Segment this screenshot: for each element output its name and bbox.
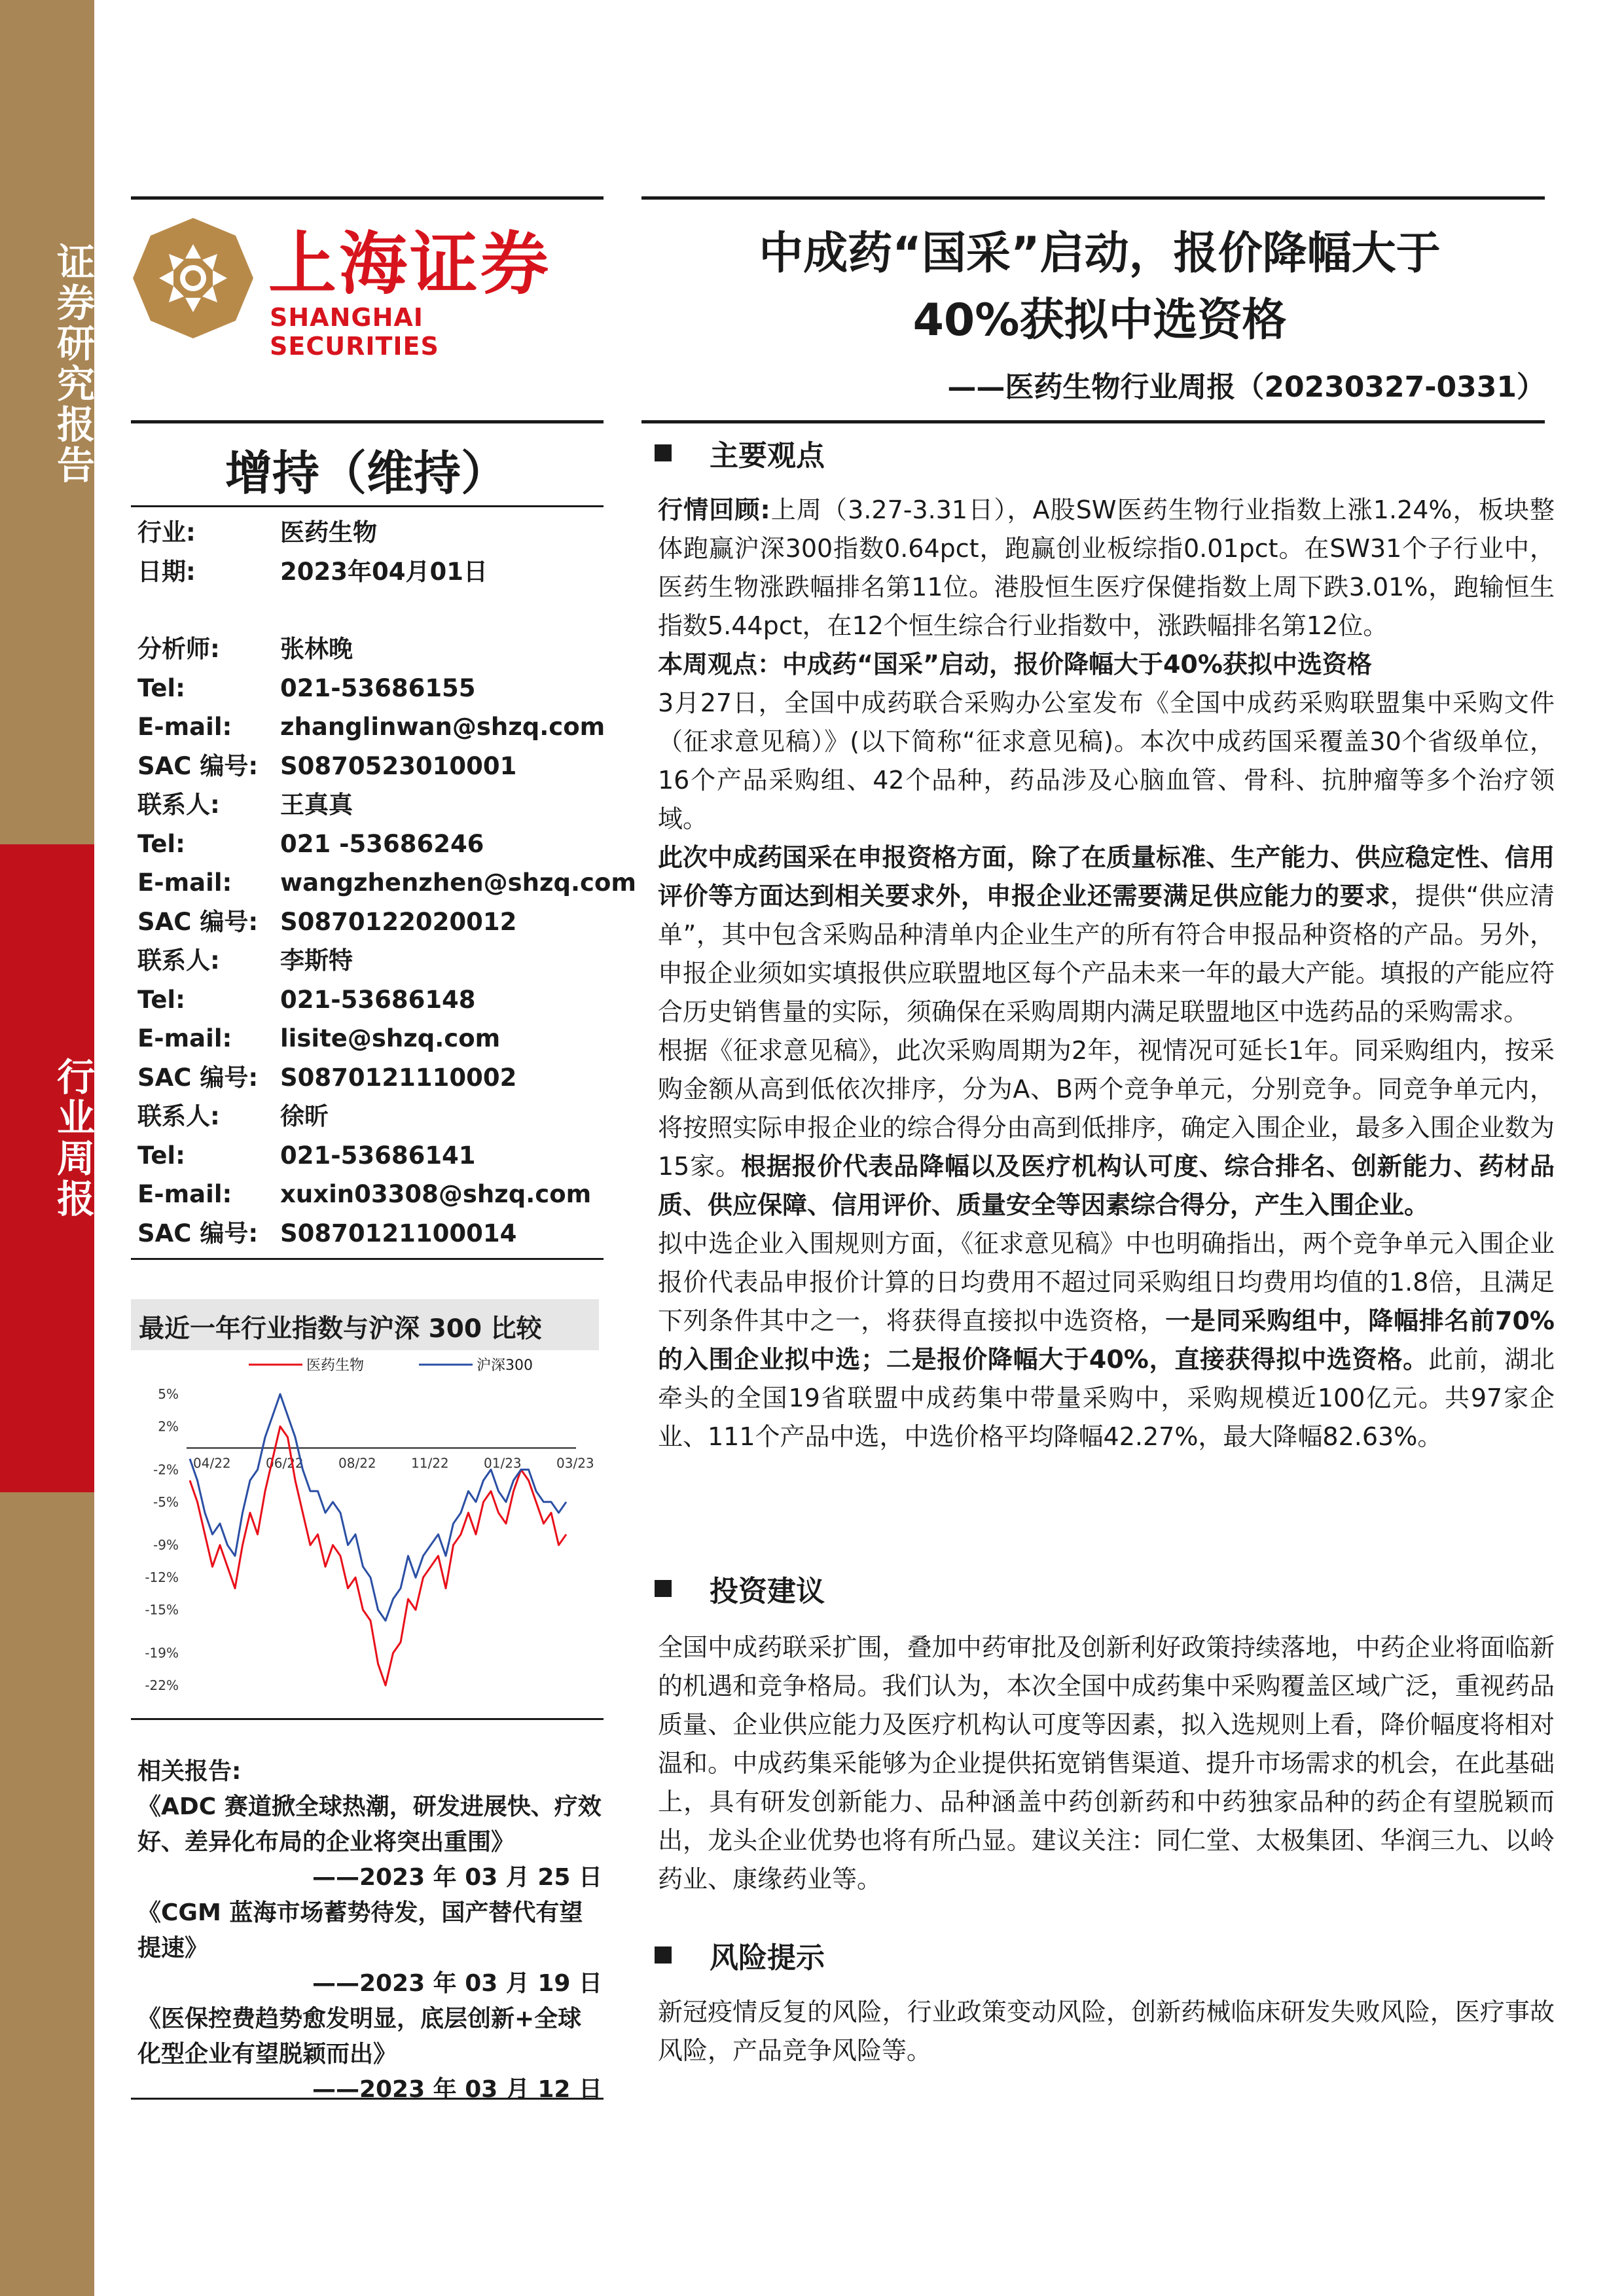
- analyst-value: 王真真: [280, 791, 353, 819]
- analyst-row: [137, 1214, 636, 1253]
- analyst-row: [137, 863, 636, 903]
- selection-rule-bold: 一是同采购组中，降幅排名前70%的入围企业拟中选；二是报价降幅大于40%，直接获得拟中选资格。: [658, 1306, 1555, 1374]
- report-title-line2: 40%获拟中选资格: [912, 295, 1287, 346]
- analyst-row: [137, 980, 636, 1020]
- analyst-value: S0870122020012: [280, 907, 517, 936]
- analyst-value: S0870121110002: [280, 1063, 517, 1092]
- x-tick-label: 01/23: [484, 1455, 522, 1471]
- main-view-text: [658, 491, 1555, 1456]
- analyst-key: SAC 编号:: [137, 1219, 259, 1247]
- sidebar-label-report: 证券研究报告: [50, 242, 95, 486]
- analyst-row: [137, 1175, 636, 1214]
- analyst-value: 021 -53686246: [280, 829, 484, 858]
- related-report-date: ——2023 年 03 月 12 日: [312, 2076, 602, 2103]
- analyst-value: 张林晚: [280, 635, 353, 663]
- selection-rule-tail: 此前，湖北牵头的全国19省联盟中成药集中带量采购中，采购规模近100亿元。共97家企业、111个产品中选，中选价格平均降幅42.27%，最大降幅82.63%。: [658, 1345, 1555, 1451]
- meta-date-value: 2023年04月01日: [280, 557, 488, 586]
- related-bottom-rule: [131, 2098, 604, 2100]
- analyst-key: E-mail:: [137, 869, 232, 897]
- rating-bottom-rule: [131, 505, 604, 507]
- legend-label-hs300: 沪深300: [477, 1357, 533, 1374]
- related-report-link[interactable]: 《ADC 赛道掀全球热潮，研发进展快、疗效好、差异化布局的企业将突出重围》: [137, 1793, 602, 1856]
- meta-date-row: [137, 552, 488, 592]
- analyst-key: Tel:: [137, 673, 185, 702]
- analyst-email-link[interactable]: wangzhenzhen@shzq.com: [280, 869, 636, 897]
- analyst-email-link[interactable]: lisite@shzq.com: [280, 1024, 501, 1052]
- analyst-email-link[interactable]: zhanglinwan@shzq.com: [280, 713, 605, 741]
- weekly-view-heading: 本周观点：中成药“国采”启动，报价降幅大于40%获拟中选资格: [658, 650, 1372, 679]
- market-review-text: 上周（3.27-3.31日），A股SW医药生物行业指数上涨1.24%，板块整体跑赢沪深300指数0.64pct，跑赢创业板综指0.01pct。在SW31个子行业中，医药生物涨跌幅排名第11位。港股恒生医疗保健指数上周下跌3.01%，跑输恒生指数5.44pct，在12个恒生综合行业指数中，涨跌幅排名第12位。: [658, 495, 1555, 640]
- legend-label-pharma: 医药生物: [306, 1357, 365, 1374]
- analyst-key: 联系人:: [137, 946, 220, 975]
- analyst-value: S0870523010001: [280, 751, 517, 780]
- risk-text: 新冠疫情反复的风险，行业政策变动风险，创新药械临床研发失败风险，医疗事故风险，产品竞争风险等。: [658, 1998, 1555, 2065]
- analyst-row: [137, 941, 636, 980]
- meta-industry-label: 行业:: [137, 518, 196, 547]
- chart-plot: [131, 1352, 599, 1705]
- report-title-line1: 中成药“国采”启动，报价降幅大于: [759, 228, 1441, 279]
- analyst-key: 联系人:: [137, 791, 220, 819]
- related-report-link[interactable]: 《医保控费趋势愈发明显，底层创新+全球化型企业有望脱颖而出》: [137, 2005, 582, 2068]
- analyst-key: E-mail:: [137, 1024, 232, 1052]
- analyst-key: 联系人:: [137, 1102, 220, 1130]
- right-top-rule: [641, 196, 1545, 200]
- analyst-value: 021-53686155: [280, 673, 476, 702]
- chart-bottom-rule: [131, 1718, 604, 1720]
- y-tick-label: -19%: [145, 1645, 179, 1661]
- y-tick-label: 2%: [158, 1418, 179, 1435]
- analyst-row: [137, 1136, 636, 1175]
- meta-industry-value: 医药生物: [280, 518, 377, 547]
- y-tick-label: -5%: [153, 1494, 179, 1510]
- section-risk: [655, 1934, 825, 1976]
- rating-badge: 增持（维持）: [225, 446, 508, 501]
- market-review-label: 行情回顾:: [658, 495, 770, 524]
- analyst-row: [137, 903, 636, 942]
- y-tick-label: -22%: [145, 1677, 179, 1693]
- y-tick-label: -12%: [145, 1570, 179, 1586]
- qualification-bold: 此次中成药国采在申报资格方面，除了在质量标准、生产能力、供应稳定性、信用评价等方面达到相关要求外，申报企业还需要满足供应能力的要求: [658, 843, 1555, 910]
- analyst-key: SAC 编号:: [137, 907, 259, 936]
- y-tick-label: 5%: [158, 1386, 179, 1402]
- section-bullet-icon: [655, 1946, 672, 1964]
- analyst-value: S0870121100014: [280, 1219, 517, 1247]
- section-title: 风险提示: [710, 1941, 825, 1975]
- analyst-key: Tel:: [137, 1141, 185, 1170]
- logo-mark-icon: [131, 216, 255, 340]
- analyst-row: [137, 1097, 636, 1136]
- related-report-date: ——2023 年 03 月 19 日: [312, 1970, 602, 1997]
- y-tick-label: -9%: [153, 1537, 179, 1553]
- analyst-value: 021-53686148: [280, 985, 476, 1014]
- qualification-text: ，提供“供应清单”，其中包含采购品种清单内企业生产的所有符合申报品种资格的产品。另外，申报企业须如实填报供应联盟地区每个产品未来一年的最大产能。填报的产能应符合历史销售量的实际，须确保在采购周期内满足联盟地区中选药品的采购需求。: [658, 882, 1555, 1026]
- analyst-value: 徐昕: [280, 1102, 329, 1130]
- meta-bottom-rule: [131, 1258, 604, 1260]
- analyst-key: Tel:: [137, 829, 185, 858]
- analyst-value: 021-53686141: [280, 1141, 476, 1170]
- selection-rule-text: 拟中选企业入围规则方面，《征求意见稿》中也明确指出，两个竞争单元入围企业报价代表品申报价计算的日均费用不超过同采购组日均费用均值的1.8倍，且满足下列条件其中之一，将获得直接拟中选资格，: [658, 1229, 1555, 1335]
- section-main-view: [655, 432, 825, 474]
- meta-block: [137, 513, 488, 591]
- paragraph-selection-rule: [658, 1225, 1555, 1456]
- logo-text-en: SHANGHAI SECURITIES: [270, 303, 439, 361]
- section-title: 投资建议: [710, 1575, 825, 1608]
- sidebar-label-weekly: 行业周报: [50, 1057, 95, 1219]
- section-title: 主要观点: [710, 439, 825, 473]
- paragraph-announcement: 3月27日，全国中成药联合采购办公室发布《全国中成药采购联盟集中采购文件（征求意见稿）》(以下简称“征求意见稿)。本次中成药国采覆盖30个省级单位，16个产品采购组、42个品种，药品涉及心脑血管、骨科、抗肿瘤等多个治疗领域。: [658, 689, 1555, 833]
- chart-title: 最近一年行业指数与沪深 300 比较: [139, 1314, 542, 1344]
- analyst-row: [137, 630, 636, 669]
- meta-date-label: 日期:: [137, 557, 196, 586]
- related-reports: [137, 1754, 602, 2108]
- analyst-key: Tel:: [137, 985, 185, 1014]
- section-bullet-icon: [655, 1580, 672, 1597]
- section-investment: [655, 1568, 825, 1609]
- analyst-key: SAC 编号:: [137, 751, 259, 780]
- related-report-link[interactable]: 《CGM 蓝海市场蓄势待发，国产替代有望提速》: [137, 1899, 583, 1962]
- analyst-row: [137, 708, 636, 747]
- analyst-row: [137, 1019, 636, 1058]
- y-tick-label: -2%: [153, 1462, 179, 1478]
- x-tick-label: 11/22: [411, 1455, 449, 1471]
- x-tick-label: 04/22: [193, 1455, 231, 1471]
- analyst-row: [137, 747, 636, 786]
- analyst-key: 分析师:: [137, 635, 220, 663]
- x-tick-label: 06/22: [266, 1455, 304, 1471]
- analyst-list: [137, 630, 636, 1253]
- investment-text: 全国中成药联采扩围，叠加中药审批及创新利好政策持续落地，中药企业将面临新的机遇和竞争格局。我们认为，本次全国中成药集中采购覆盖区域广泛，重视药品质量、企业供应能力及医疗机构认可度等因素，拟入选规则上看，降价幅度将相对温和。中成药集采能够为企业提供拓宽销售渠道、提升市场需求的机会，在此基础上，具有研发创新能力、品种涵盖中药创新药和中药独家品种的药企有望脱颖而出，龙头企业优势也将有所凸显。建议关注：同仁堂、太极集团、华润三九、以岭药业、康缘药业等。: [658, 1633, 1555, 1893]
- left-top-rule: [131, 196, 604, 200]
- analyst-row: [137, 785, 636, 825]
- paragraph-qualification: [658, 838, 1555, 1031]
- analyst-value: 李斯特: [280, 946, 353, 975]
- chart-header: [131, 1299, 599, 1350]
- logo-text-cn: 上海证券: [268, 224, 552, 304]
- right-header-rule: [641, 420, 1545, 423]
- company-logo: [131, 216, 576, 361]
- procurement-cycle-text: 根据《征求意见稿》，此次采购周期为2年，视情况可延长1年。同采购组内，按采购金额从高到低依次排序，分为A、B两个竞争单元，分别竞争。同竞争单元内，将按照实际申报企业的综合得分由高到低排序，确定入围企业，最多入围企业数为15家。: [658, 1036, 1555, 1181]
- analyst-row: [137, 825, 636, 864]
- analyst-key: E-mail:: [137, 1180, 232, 1208]
- analyst-row: [137, 669, 636, 708]
- paragraph-procurement-cycle: [658, 1031, 1555, 1225]
- analyst-email-link[interactable]: xuxin03308@shzq.com: [280, 1180, 592, 1208]
- x-tick-label: 03/23: [556, 1455, 594, 1471]
- analyst-row: [137, 1058, 636, 1098]
- analyst-key: E-mail:: [137, 713, 232, 741]
- paragraph-market-review: [658, 491, 1555, 645]
- analyst-key: SAC 编号:: [137, 1063, 259, 1092]
- section-bullet-icon: [655, 444, 672, 461]
- y-tick-label: -15%: [145, 1602, 179, 1618]
- meta-industry-row: [137, 513, 488, 552]
- related-heading: 相关报告:: [137, 1758, 242, 1785]
- index-comparison-chart: [131, 1299, 599, 1705]
- related-report-date: ——2023 年 03 月 25 日: [312, 1864, 602, 1891]
- procurement-cycle-bold: 根据报价代表品降幅以及医疗机构认可度、综合排名、创新能力、药材品质、供应保障、信用评价、质量安全等因素综合得分，产生入围企业。: [658, 1152, 1555, 1219]
- left-rating-rule: [131, 420, 604, 423]
- report-subtitle: ——医药生物行业周报（20230327-0331）: [947, 370, 1545, 404]
- x-tick-label: 08/22: [338, 1455, 376, 1471]
